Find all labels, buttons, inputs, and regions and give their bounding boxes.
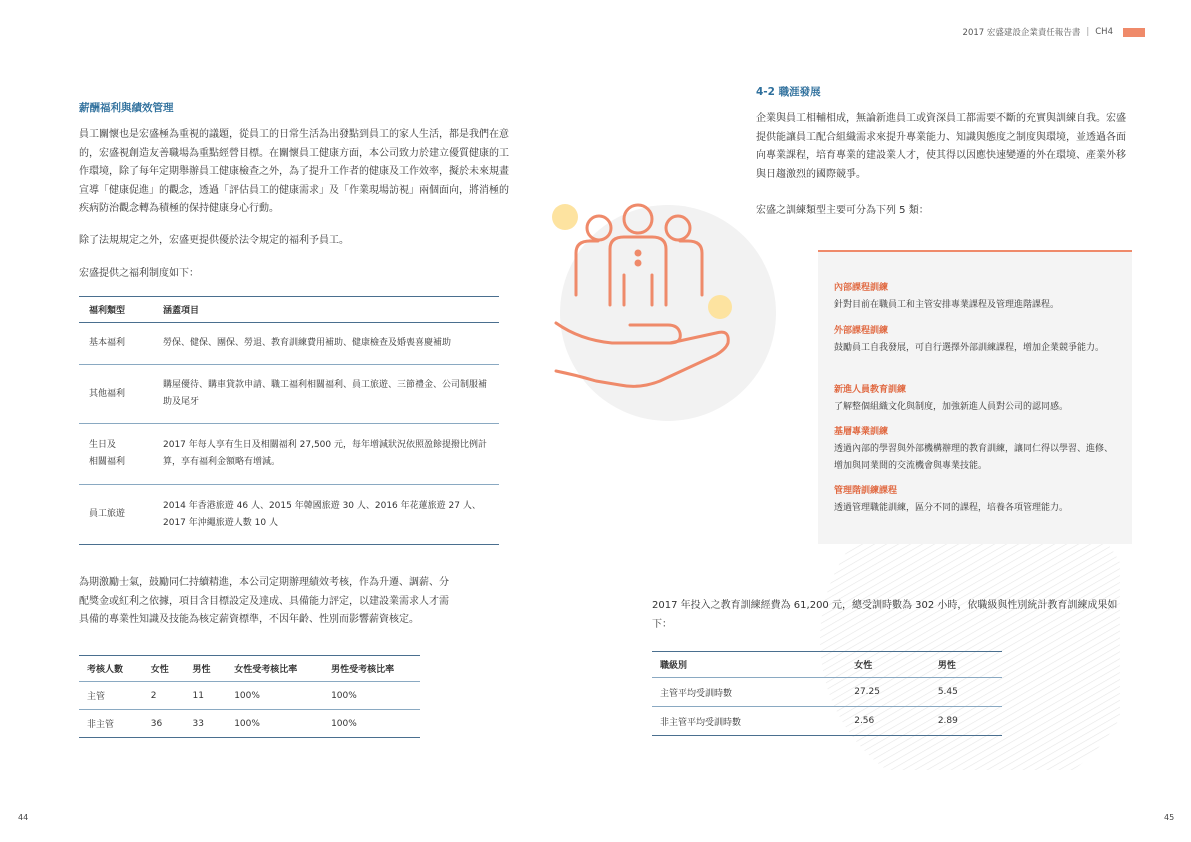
benefit-type-line: 相關福利: [89, 457, 126, 467]
table-cell: 36: [143, 710, 185, 738]
table-row: [79, 323, 499, 365]
table-row: [79, 682, 420, 710]
evaluation-table: [79, 655, 420, 738]
benefits-table: [79, 296, 499, 545]
page-number-left: 44: [18, 813, 29, 822]
benefit-items: 購屋優待、購車貸款申請、職工福利相關福利、員工旅遊、三節禮金、公司制服補助及尾牙: [153, 365, 499, 424]
paragraph-training-types: 宏盛之訓練類型主要可分為下列 5 類：: [756, 205, 929, 216]
table-cell: 100%: [226, 682, 323, 710]
training-item: [834, 280, 1114, 314]
page-number-right: 45: [1164, 813, 1175, 822]
benefit-type: 其他福利: [79, 365, 153, 424]
training-title: 管理階訓練課程: [834, 486, 898, 496]
benefit-type: 員工旅遊: [79, 485, 153, 545]
people-hand-illustration: [520, 195, 820, 425]
table-cell: 100%: [323, 710, 420, 738]
table-header: 福利類型: [79, 297, 153, 323]
report-title: 2017 宏盛建設企業責任報告書: [962, 28, 1081, 38]
training-desc: 透過內部的學習與外部機構辦理的教育訓練，讓同仁得以學習、進修、增加與同業間的交流機會與專業技能。: [834, 444, 1114, 471]
table-cell: 100%: [323, 682, 420, 710]
benefit-type: [79, 424, 153, 485]
benefit-type-line: 生日及: [89, 440, 117, 450]
table-row: [652, 678, 1002, 707]
header-separator: |: [1086, 27, 1090, 37]
training-types-box: [818, 250, 1132, 544]
table-cell: 非主管平均受訓時數: [652, 707, 846, 736]
table-cell: 27.25: [846, 678, 930, 707]
yellow-dot: [552, 204, 578, 230]
table-cell: 主管平均受訓時數: [652, 678, 846, 707]
paragraph-performance: 為期激勵士氣，鼓勵同仁持續精進，本公司定期辦理績效考核，作為升遷、調薪、分配獎金或紅利之依據，項目含目標設定及達成、具備能力評定，以建設業需求人才需具備的專業性知識及技能為核定薪資標準，不因年齡、性別而影響薪資核定。: [79, 577, 449, 625]
table-header: 男性受考核比率: [323, 656, 420, 682]
chapter-marker: [1123, 28, 1145, 37]
table-row: [652, 707, 1002, 736]
table-row: [79, 365, 499, 424]
table-cell: 2.56: [846, 707, 930, 736]
training-title: 新進人員教育訓練: [834, 385, 907, 395]
paragraph-benefit-intro: 宏盛提供之福利制度如下：: [79, 268, 199, 279]
table-row: [79, 485, 499, 545]
table-row: [79, 424, 499, 485]
table-header: 女性: [143, 656, 185, 682]
paragraph-health: 員工關懷也是宏盛極為重視的議題，從員工的日常生活為出發點到員工的家人生活，都是我們在意的，宏盛視創造友善職場為重點經營目標。在關懷員工健康方面，本公司致力於建立優質健康的工作環境，除了每年定期舉辦員工健康檢查之外，為了提升工作者的健康及工作效率，擬於未來規畫宣導「健康促進」的觀念，透過「評估員工的健康需求」及「作業現場訪視」兩個面向，將消極的疾病防治觀念轉為積極的保持健康身心行動。: [79, 129, 509, 214]
table-header: 涵蓋項目: [153, 297, 499, 323]
table-header: 男性: [184, 656, 226, 682]
table-header: 女性: [846, 652, 930, 678]
training-item: [834, 483, 1114, 517]
paragraph-beyond-law: 除了法規規定之外，宏盛更提供優於法令規定的福利予員工。: [79, 235, 349, 246]
paragraph-training-stats: 2017 年投入之教育訓練經費為 61,200 元，總受訓時數為 302 小時，依職級與性別統計教育訓練成果如下：: [652, 600, 1118, 630]
table-row: [79, 710, 420, 738]
table-cell: 2: [143, 682, 185, 710]
table-cell: 主管: [79, 682, 143, 710]
section-title-benefits: 薪酬福利與績效管理: [79, 102, 174, 114]
running-header: [963, 26, 1145, 38]
training-desc: 透過管理職能訓練，區分不同的課程，培養各項管理能力。: [834, 503, 1069, 513]
table-header: 女性受考核比率: [226, 656, 323, 682]
chapter-label: CH4: [1095, 27, 1113, 37]
training-hours-table: [652, 651, 1002, 736]
benefit-items: 2017 年每人享有生日及相關福利 27,500 元，每年增減狀況依照盈餘提撥比例計算，享有福利金額略有增減。: [153, 424, 499, 485]
table-header: 考核人數: [79, 656, 143, 682]
training-item: [834, 424, 1114, 475]
yellow-dot: [708, 295, 732, 319]
table-header: 男性: [930, 652, 1002, 678]
accent-line: [818, 250, 1132, 252]
training-desc: 了解整個組織文化與制度，加強新進人員對公司的認同感。: [834, 402, 1069, 412]
table-cell: 5.45: [930, 678, 1002, 707]
benefit-items: 勞保、健保、團保、勞退、教育訓練費用補助、健康檢查及婚喪喜慶補助: [153, 323, 499, 365]
training-item: [834, 323, 1114, 357]
training-title: 外部課程訓練: [834, 326, 889, 336]
training-desc: 針對目前在職員工和主管安排專業課程及管理進階課程。: [834, 300, 1060, 310]
paragraph-career-intro: 企業與員工相輔相成，無論新進員工或資深員工都需要不斷的充實與訓練自我。宏盛提供能讓員工配合組織需求來提升專業能力、知識與態度之制度與環境，並透過各面向專業課程，培育專業的建設業人才，使其得以因應快速變遷的外在環境、產業外移與日趨激烈的國際競爭。: [756, 113, 1126, 180]
training-title: 內部課程訓練: [834, 283, 889, 293]
table-cell: 11: [184, 682, 226, 710]
table-cell: 非主管: [79, 710, 143, 738]
training-desc: 鼓勵員工自我發展，可自行選擇外部訓練課程，增加企業競爭能力。: [834, 343, 1105, 353]
table-cell: 100%: [226, 710, 323, 738]
benefit-items: 2014 年香港旅遊 46 人、2015 年韓國旅遊 30 人、2016 年花蓮旅遊 27 人、2017 年沖繩旅遊人數 10 人: [153, 485, 499, 545]
training-item: [834, 382, 1114, 416]
section-title-career: 4-2 職涯發展: [756, 86, 821, 98]
training-title: 基層專業訓練: [834, 427, 889, 437]
table-cell: 33: [184, 710, 226, 738]
table-cell: 2.89: [930, 707, 1002, 736]
benefit-type: 基本福利: [79, 323, 153, 365]
table-header: 職級別: [652, 652, 846, 678]
